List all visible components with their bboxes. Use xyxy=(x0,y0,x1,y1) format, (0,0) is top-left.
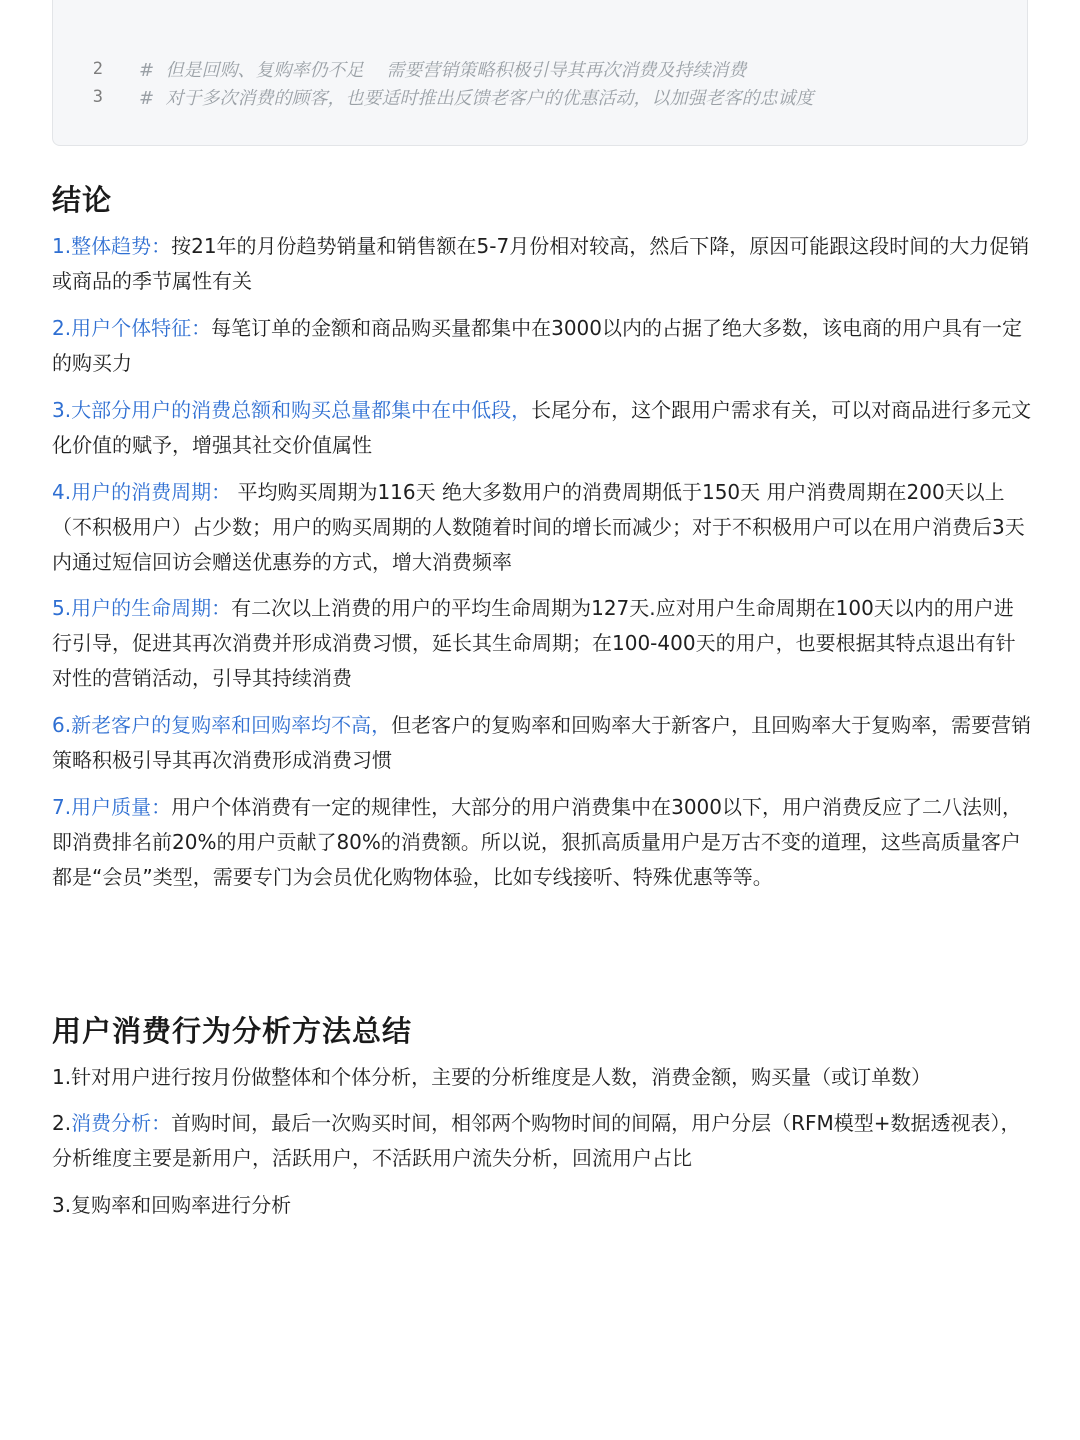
conclusion-item xyxy=(52,393,1032,463)
summary-item xyxy=(52,1188,1032,1223)
line-number: 3 xyxy=(92,87,103,107)
item-text: 1.针对用户进行按月份做整体和个体分析，主要的分析维度是人数，消费金额，购买量（或订单数） xyxy=(52,1065,932,1089)
item-label: 6.新老客户的复购率和回购率均不高， xyxy=(52,713,392,737)
summary-item xyxy=(52,1106,1032,1176)
item-label: 2.用户个体特征： xyxy=(52,316,212,340)
code-comment: # 对于多次消费的顾客，也要适时推出反馈老客户的优惠活动，以加强老客的忠诚度 xyxy=(139,88,814,109)
item-label: 5.用户的生命周期： xyxy=(52,596,232,620)
item-text: 用户个体消费有一定的规律性，大部分的用户消费集中在3000以下，用户消费反应了二八法则，即消费排名前20%的用户贡献了80%的消费额。所以说，狠抓高质量用户是万古不变的道理，这些高质量客户都是“会员”类型，需要专门为会员优化购物体验，比如专线接听、特殊优惠等等。 xyxy=(52,795,1022,889)
item-text: 长尾分布，这个跟用户需求有关，可以对商品进行多元文化价值的赋予，增强其社交价值属性 xyxy=(52,398,1032,457)
item-text: 平均购买周期为116天 绝大多数用户的消费周期低于150天 用户消费周期在200天以上（不积极用户）占少数；用户的购买周期的人数随着时间的增长而减少；对于不积极用户可以在用户消费后3天内通过短信回访会赠送优惠券的方式，增大消费频率 xyxy=(52,480,1025,574)
item-text: 3.复购率和回购率进行分析 xyxy=(52,1193,292,1217)
item-label: 7.用户质量： xyxy=(52,795,172,819)
conclusion-heading: 结论 xyxy=(52,183,113,217)
code-block xyxy=(52,0,1028,146)
summary-heading: 用户消费行为分析方法总结 xyxy=(52,1014,413,1048)
item-text: 有二次以上消费的用户的平均生命周期为127天.应对用户生命周期在100天以内的用户进行引导，促进其再次消费并形成消费习惯，延长其生命周期；在100-400天的用户，也要根据其特点退出有针对性的营销活动，引导其持续消费 xyxy=(52,596,1016,690)
conclusion-item xyxy=(52,229,1032,299)
conclusion-item xyxy=(52,475,1032,580)
item-text: 首购时间，最后一次购买时间，相邻两个购物时间的间隔，用户分层（RFM模型+数据透视表），分析维度主要是新用户，活跃用户，不活跃用户流失分析，回流用户占比 xyxy=(52,1111,1021,1170)
item-label: 消费分析： xyxy=(71,1111,172,1135)
item-label: 3.大部分用户的消费总额和购买总量都集中在中低段， xyxy=(52,398,532,422)
code-line xyxy=(53,83,814,111)
summary-item xyxy=(52,1060,1032,1095)
item-text: 每笔订单的金额和商品购买量都集中在3000以内的占据了绝大多数，该电商的用户具有一定的购买力 xyxy=(52,316,1022,375)
code-comment: # 但是回购、复购率仍不足 需要营销策略积极引导其再次消费及持续消费 xyxy=(139,60,747,81)
item-label: 4.用户的消费周期： xyxy=(52,480,232,504)
item-text: 按21年的月份趋势销量和销售额在5-7月份相对较高，然后下降，原因可能跟这段时间的大力促销或商品的季节属性有关 xyxy=(52,234,1030,293)
item-prefix: 2. xyxy=(52,1111,72,1135)
line-number: 2 xyxy=(92,59,103,79)
conclusion-item xyxy=(52,311,1032,381)
conclusion-item xyxy=(52,790,1032,895)
conclusion-item xyxy=(52,708,1032,778)
item-label: 1.整体趋势： xyxy=(52,234,172,258)
code-line xyxy=(53,55,746,83)
conclusion-item xyxy=(52,591,1032,696)
item-text: 但老客户的复购率和回购率大于新客户，且回购率大于复购率，需要营销策略积极引导其再次消费形成消费习惯 xyxy=(52,713,1032,772)
